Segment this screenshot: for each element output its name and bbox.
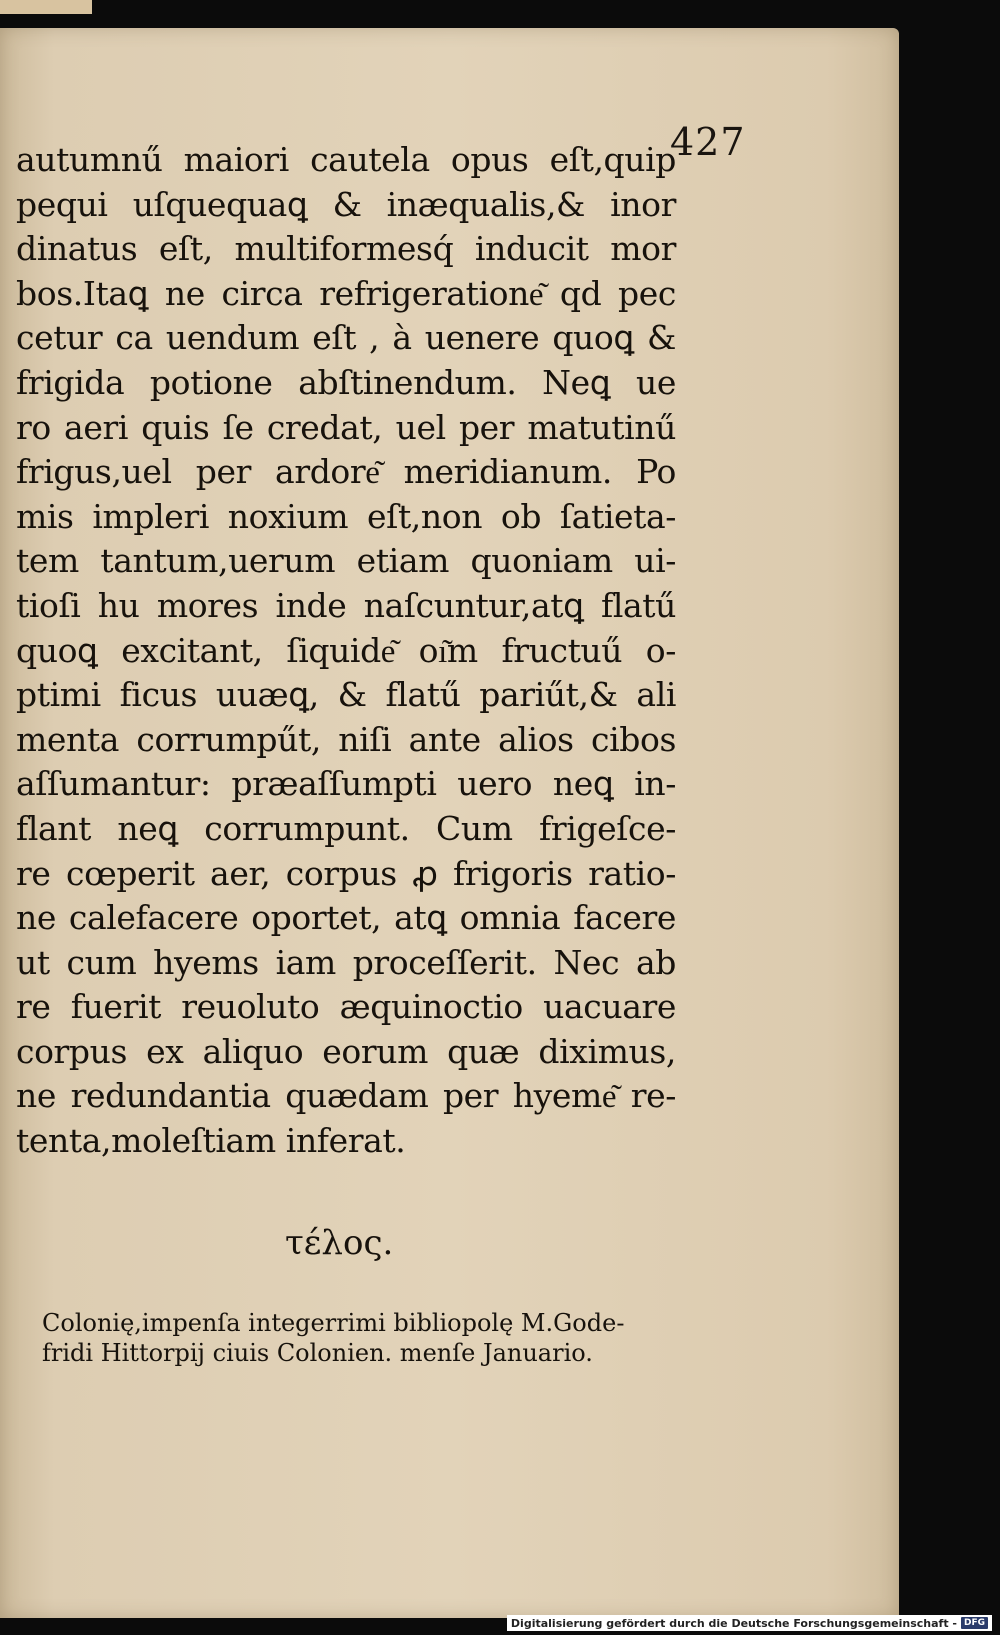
text-line: ptimi ficus uuæꝗ, & flatű pariűt,& ali [16, 675, 676, 715]
text-line: re fuerit reuoluto æquinoctio uacuare [16, 987, 676, 1027]
body-text [16, 138, 676, 1164]
text-line: ne redundantia quædam per hyeme͂ re- [16, 1076, 676, 1116]
text-line: tioſi hu mores inde naſcuntur,atꝗ flatű [16, 585, 676, 625]
credit-text: Digitalisierung gefördert durch die Deutsche Forschungsgemeinschaft - [510, 1616, 957, 1630]
text-line: ut cum hyems iam proceſſerit. Nec ab [16, 942, 676, 982]
text-line: menta corrumpűt, niſi ante alios cibos [16, 719, 676, 759]
book-page [0, 28, 899, 1618]
text-line: tenta,moleſtiam inferat. [16, 1121, 406, 1161]
text-line: autumnű maiori cautela opus eſt,quip [16, 140, 676, 179]
text-line: corpus ex aliquo eorum quæ diximus, [16, 1031, 676, 1071]
finis-mark: τέλος. [285, 1223, 394, 1263]
page-corner-tab [0, 0, 92, 14]
text-line: cetur ca uendum eſt , à uenere quoꝗ & [16, 318, 676, 358]
text-line: re cœperit aer, corpus ꝓ frigoris ratio- [16, 853, 676, 893]
colophon-line: Colonię,impenſa integerrimi bibliopolę M.Gode- [42, 1309, 625, 1337]
page-number: 427 [670, 120, 746, 164]
text-line: tem tantum,uerum etiam quoniam ui- [16, 541, 676, 581]
text-line: frigida potione abſtinendum. Neꝗ ue [16, 362, 676, 402]
colophon-line: fridi Hittorpij ciuis Colonien. menſe Januario. [42, 1339, 593, 1367]
text-line: dinatus eſt, multiformesq́ inducit mor [16, 229, 676, 269]
text-line: quoꝗ excitant, ſiquide͂ oı͂m fructuű o- [16, 630, 676, 670]
text-line: frigus,uel per ardore͂ meridianum. Po [16, 452, 676, 492]
text-line: mis impleri noxium eſt,non ob ſatieta- [16, 496, 676, 536]
text-line: bos.Itaꝗ ne circa refrigeratione͂ qd pec [16, 273, 676, 313]
text-line: aſſumantur: præaſſumpti uero neꝗ in- [16, 764, 676, 804]
colophon [42, 1308, 642, 1368]
dfg-logo-icon: DFG [961, 1617, 988, 1629]
text-line: ne calefacere oportet, atꝗ omnia facere [16, 898, 676, 938]
text-line: flant neꝗ corrumpunt. Cum frigeſce- [16, 808, 676, 848]
digitization-credit [507, 1615, 992, 1631]
text-line: pequi uſquequaꝗ & inæqualis,& inor [16, 184, 676, 224]
text-line: ro aeri quis ſe credat, uel per matutinű [16, 407, 676, 447]
